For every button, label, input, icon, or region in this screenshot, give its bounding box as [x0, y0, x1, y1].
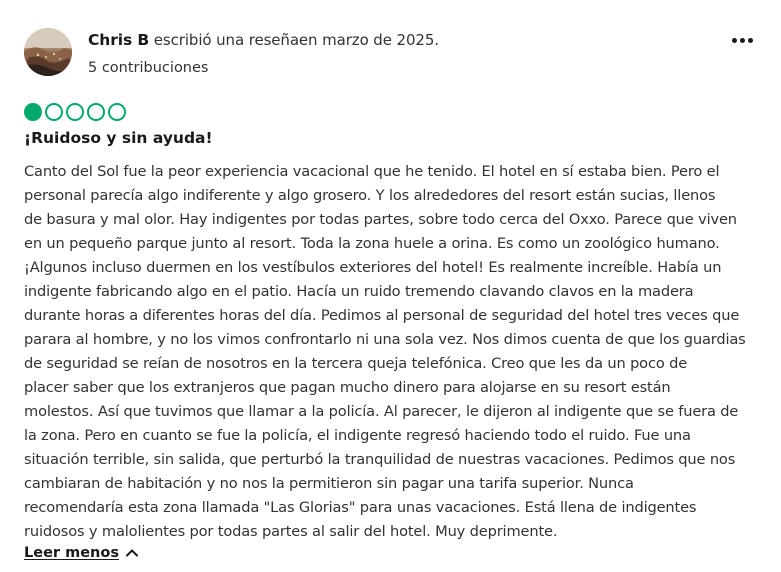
avatar-photo-icon — [24, 28, 72, 76]
review-body-line: Canto del Sol fue la peor experiencia vacacional que he tenido. El hotel en sí estaba bien. Pero el — [24, 163, 720, 180]
author-line — [88, 30, 439, 50]
review-body-line: de basura y mal olor. Hay indigentes por todas partes, sobre todo cerca del Oxxo. Parece que viven — [24, 211, 737, 228]
rating-bubbles — [24, 103, 126, 121]
review-body-line: de seguridad se reían de nosotros en la tercera queja telefónica. Creo que les da un poco de — [24, 355, 688, 372]
rating-bubble-icon — [66, 103, 84, 121]
review-body-line: ¡Algunos incluso duermen en los vestíbulos exteriores del hotel! Es realmente increíble. Había un — [24, 259, 722, 276]
review-body-line: en un pequeño parque junto al resort. Toda la zona huele a orina. Es como un zoológico humano. — [24, 235, 720, 252]
read-less-button[interactable] — [24, 543, 139, 563]
more-horizontal-icon-dot — [748, 38, 753, 43]
chevron-up-icon — [125, 546, 139, 560]
review-title: ¡Ruidoso y sin ayuda! — [24, 129, 213, 147]
rating-bubble-icon — [24, 103, 42, 121]
more-horizontal-icon — [732, 38, 737, 43]
author-avatar[interactable] — [24, 28, 72, 76]
review-body-line: molestos. Así que tuvimos que llamar a la policía. Al parecer, le dijeron al indigente que se fuera de — [24, 403, 739, 420]
review-body-line: cambiaran de habitación y no nos la permitieron sin pagar una tarifa superior. Nunca — [24, 475, 634, 492]
review-body-line: recomendaría esta zona llamada "Las Glorias" para unas vacaciones. Está llena de indigentes — [24, 499, 697, 516]
rating-bubble-icon — [108, 103, 126, 121]
more-horizontal-icon-dot — [740, 38, 745, 43]
review-body — [24, 160, 764, 544]
review-body-line: durante horas a diferentes horas del día. Pedimos al personal de seguridad del hotel tres veces que — [24, 307, 740, 324]
review-body-line: situación terrible, sin salida, que perturbó la tranquilidad de nuestras vacaciones. Pedimos que nos — [24, 451, 736, 468]
rating-bubble-icon — [87, 103, 105, 121]
review-body-line: indigente fabricando algo en el patio. Hacía un ruido tremendo clavando clavos en la madera — [24, 283, 694, 300]
author-name[interactable]: Chris B — [88, 31, 150, 49]
review-body-line: ruidosos y malolientes por todas partes al salir del hotel. Muy deprimente. — [24, 523, 558, 540]
more-options-button[interactable] — [728, 30, 756, 50]
read-less-label[interactable]: Leer menos — [24, 545, 119, 561]
review-body-line: placer saber que los extranjeros que pagan mucho dinero para alojarse en su resort están — [24, 379, 671, 396]
author-contributions: 5 contribuciones — [88, 60, 209, 76]
review-body-line: parara al hombre, y no los vimos confrontarlo ni una sola vez. Nos dimos cuenta de que los guardias — [24, 331, 746, 348]
author-action-text: escribió una reseñaen marzo de 2025. — [149, 31, 439, 49]
rating-bubble-icon — [45, 103, 63, 121]
review-body-line: la zona. Pero en cuanto se fue la policía, el indigente regresó haciendo todo el ruido. Fue una — [24, 427, 691, 444]
review-body-line: personal parecía algo indiferente y algo grosero. Y los alrededores del resort están sucias, llenos — [24, 187, 716, 204]
